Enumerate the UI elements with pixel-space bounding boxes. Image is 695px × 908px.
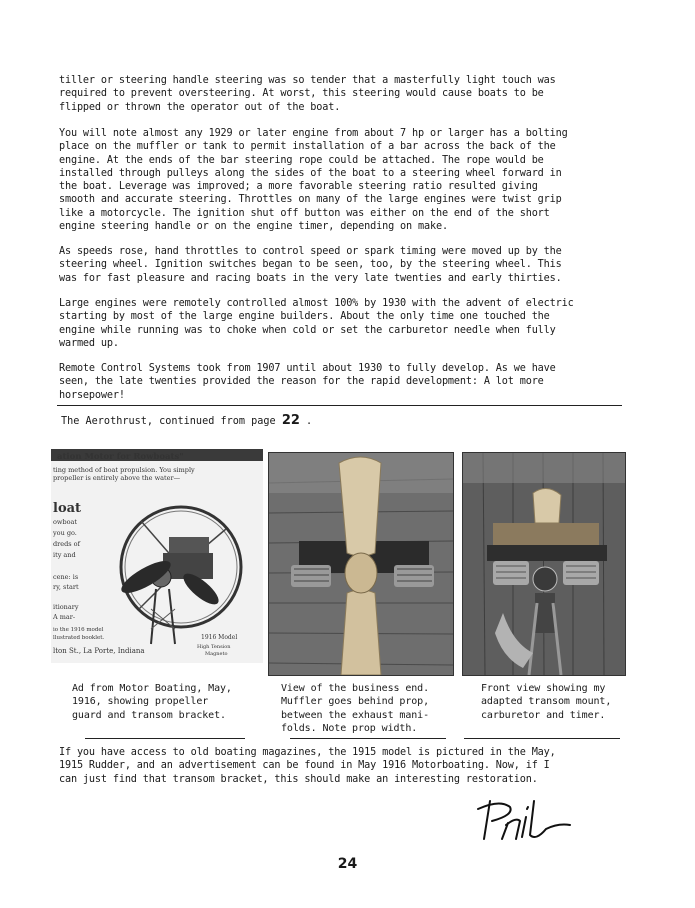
- ad-address: lton St., La Porte, Indiana: [53, 647, 145, 655]
- signature: [470, 795, 580, 845]
- caption-underline: [464, 738, 620, 739]
- paragraph-remote-controlled: Large engines were remotely controlled almost 100% by 1930 with the advent of electric starting by most of the large engine builders. About the only time one touched the engine while running was to choke when cold or set the carburetor needle when fully warmed up.: [59, 298, 574, 349]
- ad-side-line: A mar-: [53, 613, 76, 621]
- caption-underline: [290, 738, 446, 739]
- continued-page-number: 22: [281, 413, 300, 428]
- ad-booklet-line-2: llustrated booklet.: [53, 635, 105, 641]
- paragraph-steering-tiller: tiller or steering handle steering was so tender that a masterfully light touch was required to prevent oversteering. At worst, this steering would cause boats to be flipped or thrown the operator out of the boat.: [59, 75, 556, 113]
- ad-float-word: loat: [53, 501, 82, 516]
- ad-side-line: ry, start: [53, 583, 79, 591]
- continued-suffix: .: [306, 416, 313, 427]
- ad-clipping-image: [51, 449, 263, 663]
- caption-underline: [85, 738, 245, 739]
- ad-line-1: ting method of boat propulsion. You simply: [53, 466, 195, 474]
- page-number: 24: [337, 856, 358, 872]
- ad-line-2: propeller is entirely above the water—: [53, 474, 181, 482]
- caption-business-end: View of the business end. Muffler goes behind prop, between the exhaust mani- folds. Note prop width.: [281, 683, 430, 735]
- continued-from-line: [61, 414, 312, 429]
- continued-text: The Aerothrust, continued from page: [61, 416, 276, 427]
- paragraph-bolting-bar: You will note almost any 1929 or later engine from about 7 hp or larger has a bolting place on the muffler or tank to permit installation of a bar across the back of the engine. At the ends of the bar steering rope could be attached. The rope would be installed through pulleys along the sides of the boat to a steering wheel forward in the boat. Leverage was improved; a more favorable steering ratio resulted giving smooth and accurate steering. Throttles on many of the large engines were twist grip like a motorcycle. The ignition shut off button was either on the end of the short engine steering handle or on the engine timer, depending on make.: [59, 128, 568, 233]
- ad-side-line: ity and: [53, 551, 76, 559]
- section-divider: [57, 405, 622, 406]
- paragraph-remote-systems: Remote Control Systems took from 1907 until about 1930 to fully develop. As we have seen, the late twenties provided the reason for the rapid development: A lot more horsepower!: [59, 363, 556, 401]
- caption-front-view: Front view showing my adapted transom mount, carburetor and timer.: [481, 683, 612, 721]
- paragraph-hand-throttles: As speeds rose, hand throttles to control speed or spark timing were moved up by the steering wheel. Ignition switches began to be seen, too, by the steering wheel. This was for fast pleasure and racing boats in the very late twenties and early thirties.: [59, 246, 562, 284]
- business-end-photo: [268, 452, 454, 676]
- ad-magneto-2: Magneto: [205, 651, 228, 657]
- ad-side-line: you go.: [53, 529, 77, 537]
- ad-headline: ation Motor for Rowboats": [57, 452, 184, 462]
- ad-model: 1916 Model: [201, 634, 238, 641]
- ad-side-line: itionary: [53, 603, 79, 611]
- ad-side-line: dreds of: [53, 540, 80, 548]
- ad-side-line: cene: is: [53, 573, 79, 581]
- paragraph-closing: If you have access to old boating magazines, the 1915 model is pictured in the May, 1915 Rudder, and an advertisement can be found in May 1916 Motorboating. Now, if I can just find that transom bracket, this should make an interesting restoration.: [59, 747, 556, 785]
- ad-side-line: owboat: [53, 518, 78, 526]
- ad-booklet-line-1: io the 1916 model: [53, 627, 104, 633]
- front-view-photo: [462, 452, 626, 676]
- ad-magneto-1: High Tension: [197, 644, 231, 650]
- caption-ad: Ad from Motor Boating, May, 1916, showing propeller guard and transom bracket.: [72, 683, 232, 721]
